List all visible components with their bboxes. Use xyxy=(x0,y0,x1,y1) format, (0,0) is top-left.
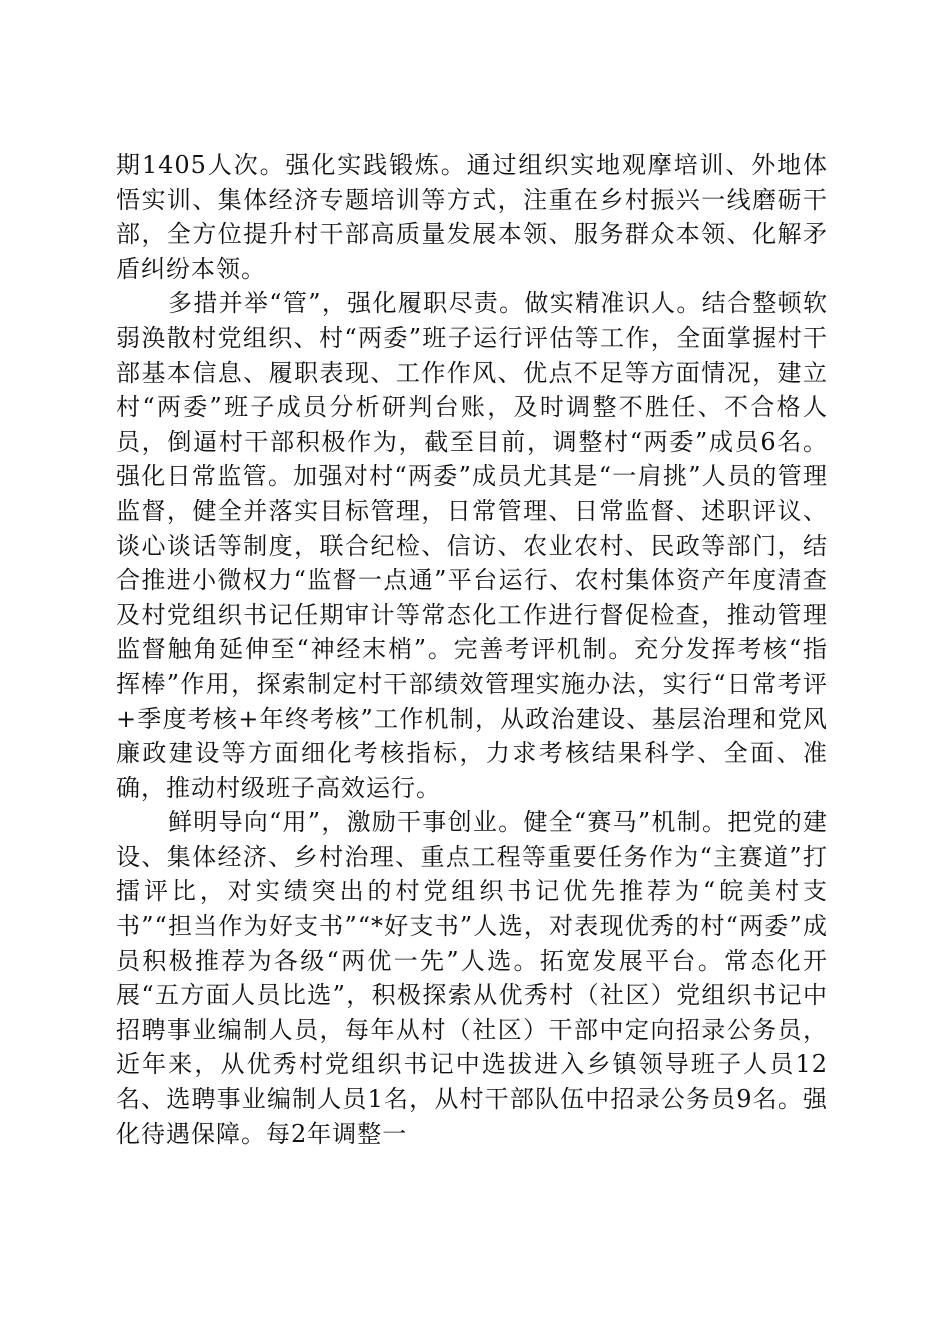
document-body xyxy=(116,148,828,1151)
paragraph-utilization: 鲜明导向“用”，激励干事创业。健全“赛马”机制。把党的建设、集体经济、乡村治理、重点工程等重要任务作为“主赛道”打擂评比，对实绩突出的村党组织书记优先推荐为“皖美村支书”“担当作为好支书”“*好支书”人选，对表现优秀的村“两委”成员积极推荐为各级“两优一先”人选。拓宽发展平台。常态化开展“五方面人员比选”，积极探索从优秀村（社区）党组织书记中招聘事业编制人员，每年从村（社区）干部中定向招录公务员，近年来，从优秀村党组织书记中选拔进入乡镇领导班子人员12名、选聘事业编制人员1名，从村干部队伍中招录公务员9名。强化待遇保障。每2年调整一 xyxy=(116,808,828,1148)
paragraph-management: 多措并举“管”，强化履职尽责。做实精准识人。结合整顿软弱涣散村党组织、村“两委”班子运行评估等工作，全面掌握村干部基本信息、履职表现、工作作风、优点不足等方面情况，建立村“两委”班子成员分析研判台账，及时调整不胜任、不合格人员，倒逼村干部积极作为，截至目前，调整村“两委”成员6名。强化日常监管。加强对村“两委”成员尤其是“一肩挑”人员的管理监督，健全并落实目标管理，日常管理、日常监督、述职评议、谈心谈话等制度，联合纪检、信访、农业农村、民政等部门，结合推进小微权力“监督一点通”平台运行、农村集体资产年度清查及村党组织书记任期审计等常态化工作进行督促检查，推动管理监督触角延伸至“神经末梢”。完善考评机制。充分发挥考核“指挥棒”作用，探索制定村干部绩效管理实施办法，实行“日常考评+季度考核+年终考核”工作机制，从政治建设、基层治理和党风廉政建设等方面细化考核指标，力求考核结果科学、全面、准确，推动村级班子高效运行。 xyxy=(116,289,828,802)
paragraph-continued: 期1405人次。强化实践锻炼。通过组织实地观摩培训、外地体悟实训、集体经济专题培训等方式，注重在乡村振兴一线磨砺干部，全方位提升村干部高质量发展本领、服务群众本领、化解矛盾纠纷本领。 xyxy=(116,151,828,283)
